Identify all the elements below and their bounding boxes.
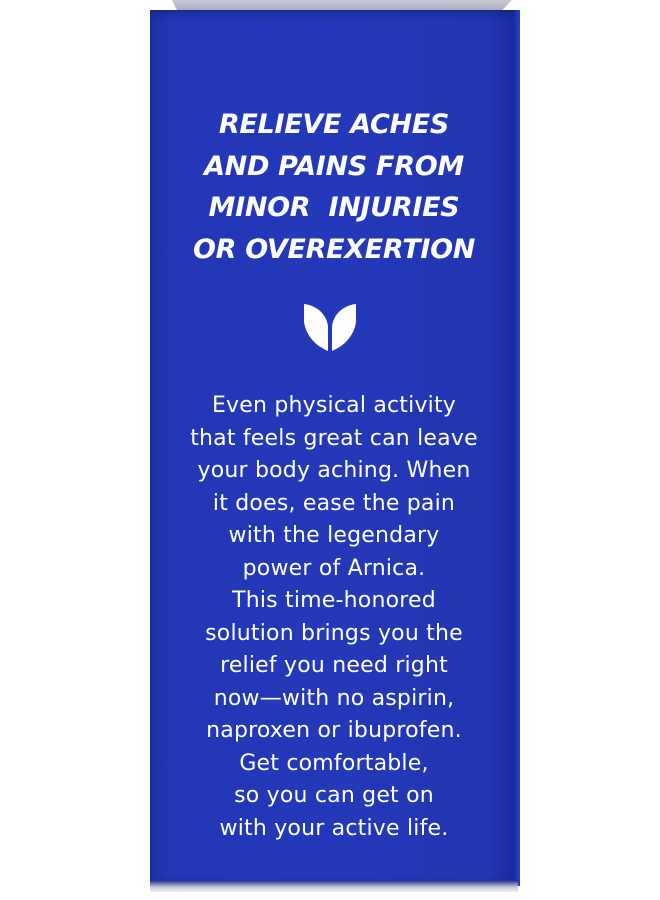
description-line: now—with no aspirin, <box>213 685 455 711</box>
description-line: your body aching. When <box>197 458 471 483</box>
headline <box>150 104 518 270</box>
description-line: with your active life. <box>219 815 449 841</box>
description-line: with the legendary <box>228 523 440 548</box>
box-bottom-flap <box>150 880 518 892</box>
headline-line: MINOR INJURIES <box>208 192 460 223</box>
description-line: naproxen or ibuprofen. <box>206 718 462 743</box>
description-line: power of Arnica. <box>242 555 426 581</box>
description-line: Get comfortable, <box>239 750 429 776</box>
headline-line: AND PAINS FROM <box>204 150 464 182</box>
description-line: solution brings you the <box>205 620 463 646</box>
headline-line: RELIEVE ACHES <box>218 109 450 140</box>
description-line: This time-honored <box>232 588 436 613</box>
description-line: it does, ease the pain <box>212 490 456 516</box>
leaf-icon <box>300 296 360 354</box>
description-line: that feels great can leave <box>190 425 478 451</box>
description-line: relief you need right <box>220 653 448 678</box>
description-copy <box>150 390 518 845</box>
headline-line: OR OVEREXERTION <box>192 233 476 265</box>
description-line: Even physical activity <box>211 393 457 418</box>
description-line: so you can get on <box>234 783 434 808</box>
